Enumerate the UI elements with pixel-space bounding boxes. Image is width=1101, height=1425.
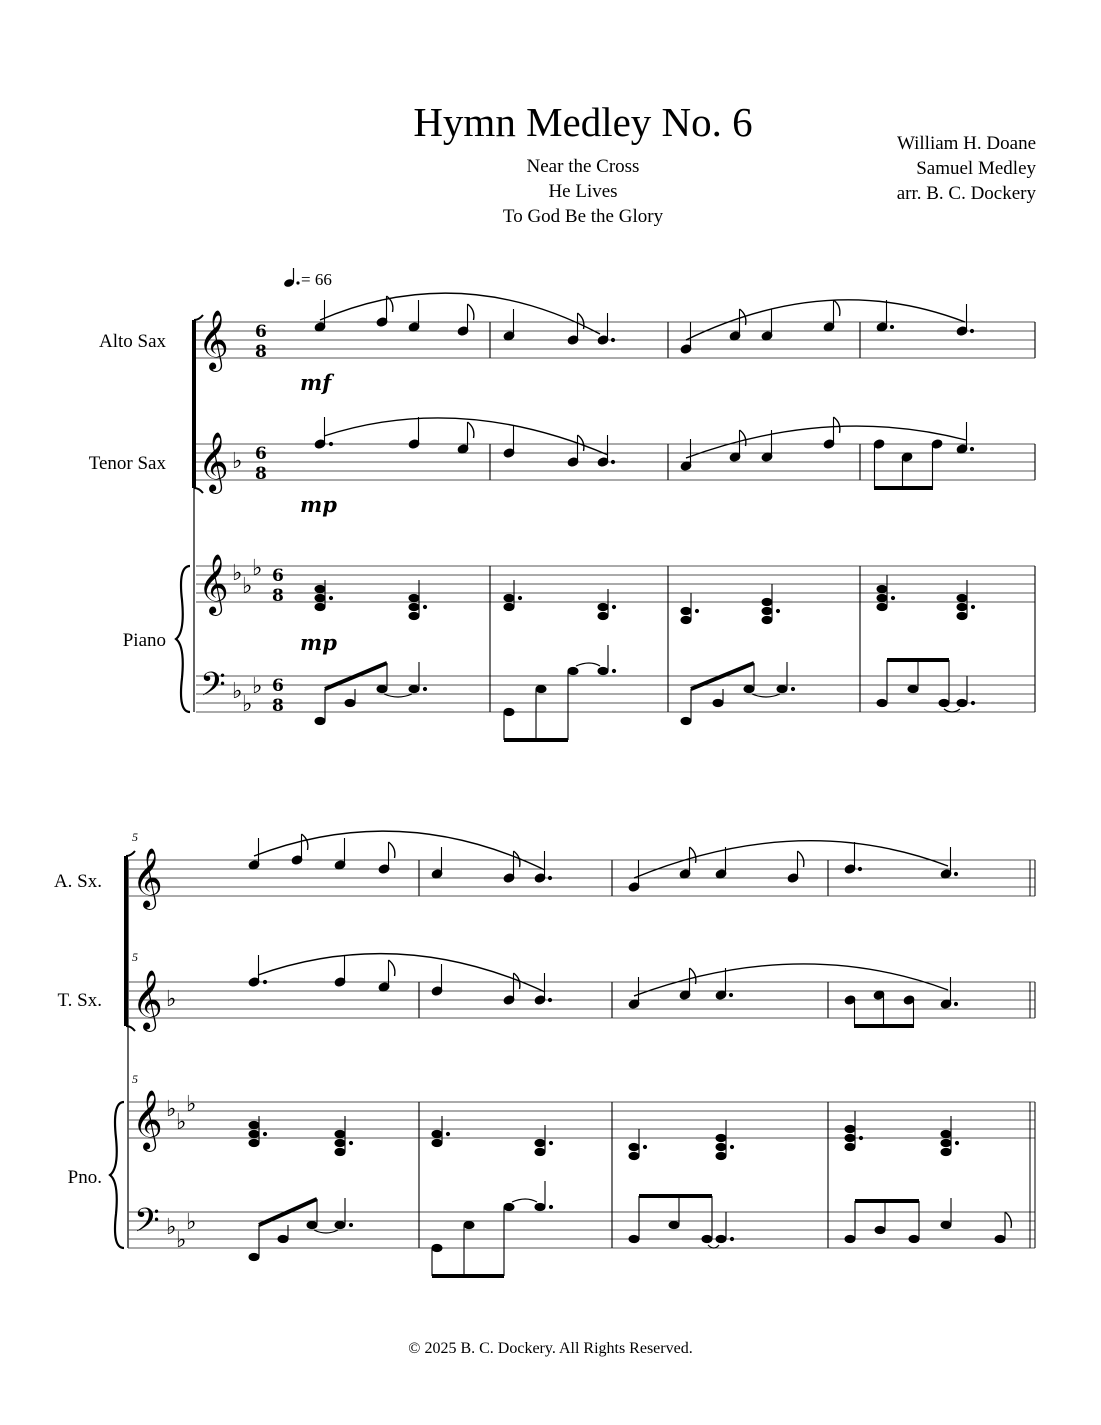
instrument-label-piano-short: Pno. xyxy=(67,1167,102,1188)
composer-credit: William H. Doane xyxy=(896,133,1036,154)
piano-bass-staff xyxy=(196,676,1035,712)
svg-text:♭: ♭ xyxy=(166,1215,177,1240)
treble-clef-icon: 𝄞 xyxy=(198,432,229,492)
system-1 xyxy=(176,293,1035,740)
piano-treble-chords-m5-8 xyxy=(249,1111,959,1160)
piano-treble-chords-m1-4 xyxy=(315,575,975,624)
copyright-footer: © 2025 B. C. Dockery. All Rights Reserved. xyxy=(408,1340,693,1357)
alto-notes-m1-4 xyxy=(314,296,974,354)
instrument-label-piano: Piano xyxy=(122,630,166,651)
instrument-label-tenor-sax-short: T. Sx. xyxy=(57,990,102,1011)
piano-bass-notes-m5-8 xyxy=(249,1181,1011,1276)
dynamic-tenor: mp xyxy=(300,492,337,517)
svg-text:6: 6 xyxy=(272,566,284,586)
flat-icon: ♭ xyxy=(166,987,177,1012)
piano-brace xyxy=(110,1102,124,1248)
barlines-system-1 xyxy=(490,322,1035,712)
system-2 xyxy=(110,831,1035,1276)
dynamic-alto: mf xyxy=(300,370,332,395)
tenor-notes-m1-4 xyxy=(314,417,974,488)
treble-clef-icon: 𝄞 xyxy=(132,1090,163,1150)
svg-text:♭: ♭ xyxy=(176,1228,187,1253)
arranger-credit: arr. B. C. Dockery xyxy=(896,183,1036,204)
slur xyxy=(686,300,965,340)
piano-bass-notes-m1-4 xyxy=(315,645,975,740)
svg-text:♭: ♭ xyxy=(242,574,253,599)
piano-bass-staff xyxy=(128,1212,1035,1248)
svg-text:♭: ♭ xyxy=(186,1092,197,1117)
svg-text:♭: ♭ xyxy=(186,1210,197,1235)
svg-text:8: 8 xyxy=(255,342,267,362)
svg-text:♭: ♭ xyxy=(232,679,243,704)
subtitle-near-the-cross: Near the Cross xyxy=(526,156,640,177)
barlines-system-2 xyxy=(419,860,828,1248)
piece-title: Hymn Medley No. 6 xyxy=(413,99,753,145)
treble-clef-icon: 𝄞 xyxy=(198,310,229,370)
piano-brace xyxy=(176,566,190,712)
svg-text:♭: ♭ xyxy=(252,556,263,581)
subtitle-he-lives: He Lives xyxy=(548,181,618,202)
svg-text:♭: ♭ xyxy=(176,1110,187,1135)
double-barline xyxy=(1030,860,1035,1248)
measure-number-piano: 5 xyxy=(132,1072,138,1086)
alto-staff xyxy=(128,860,1035,896)
bass-clef-icon: 𝄢 xyxy=(200,666,226,712)
svg-text:6: 6 xyxy=(272,676,284,696)
tempo-value: = 66 xyxy=(301,270,332,289)
dynamic-piano: mp xyxy=(300,630,337,655)
svg-text:8: 8 xyxy=(272,696,284,716)
svg-text:♭: ♭ xyxy=(166,1097,177,1122)
subtitle-to-god-be-the-glory: To God Be the Glory xyxy=(502,206,664,227)
tenor-staff xyxy=(196,444,1035,480)
svg-text:♭: ♭ xyxy=(232,561,243,586)
instrument-label-alto-sax-short: A. Sx. xyxy=(53,871,102,892)
tenor-notes-m5-8 xyxy=(248,955,958,1026)
svg-text:♭: ♭ xyxy=(242,692,253,717)
treble-clef-icon: 𝄞 xyxy=(132,970,163,1030)
instrument-label-tenor-sax: Tenor Sax xyxy=(88,453,166,474)
svg-text:6: 6 xyxy=(255,322,267,342)
lyricist-credit: Samuel Medley xyxy=(916,158,1036,179)
svg-text:♭: ♭ xyxy=(252,674,263,699)
instrument-label-alto-sax: Alto Sax xyxy=(98,331,166,352)
slur xyxy=(258,954,545,992)
key-signature-piano xyxy=(232,556,262,717)
svg-text:8: 8 xyxy=(272,586,284,606)
flat-icon: ♭ xyxy=(232,449,243,474)
measure-number-tenor: 5 xyxy=(132,950,138,964)
treble-clef-icon: 𝄞 xyxy=(198,554,229,614)
time-signature xyxy=(255,322,284,716)
bass-clef-icon: 𝄢 xyxy=(134,1202,160,1248)
treble-clef-icon: 𝄞 xyxy=(132,848,163,908)
measure-number-alto: 5 xyxy=(132,830,138,844)
key-signature-piano xyxy=(166,1092,196,1253)
tenor-staff xyxy=(128,982,1035,1018)
svg-text:8: 8 xyxy=(255,464,267,484)
svg-text:6: 6 xyxy=(255,444,267,464)
